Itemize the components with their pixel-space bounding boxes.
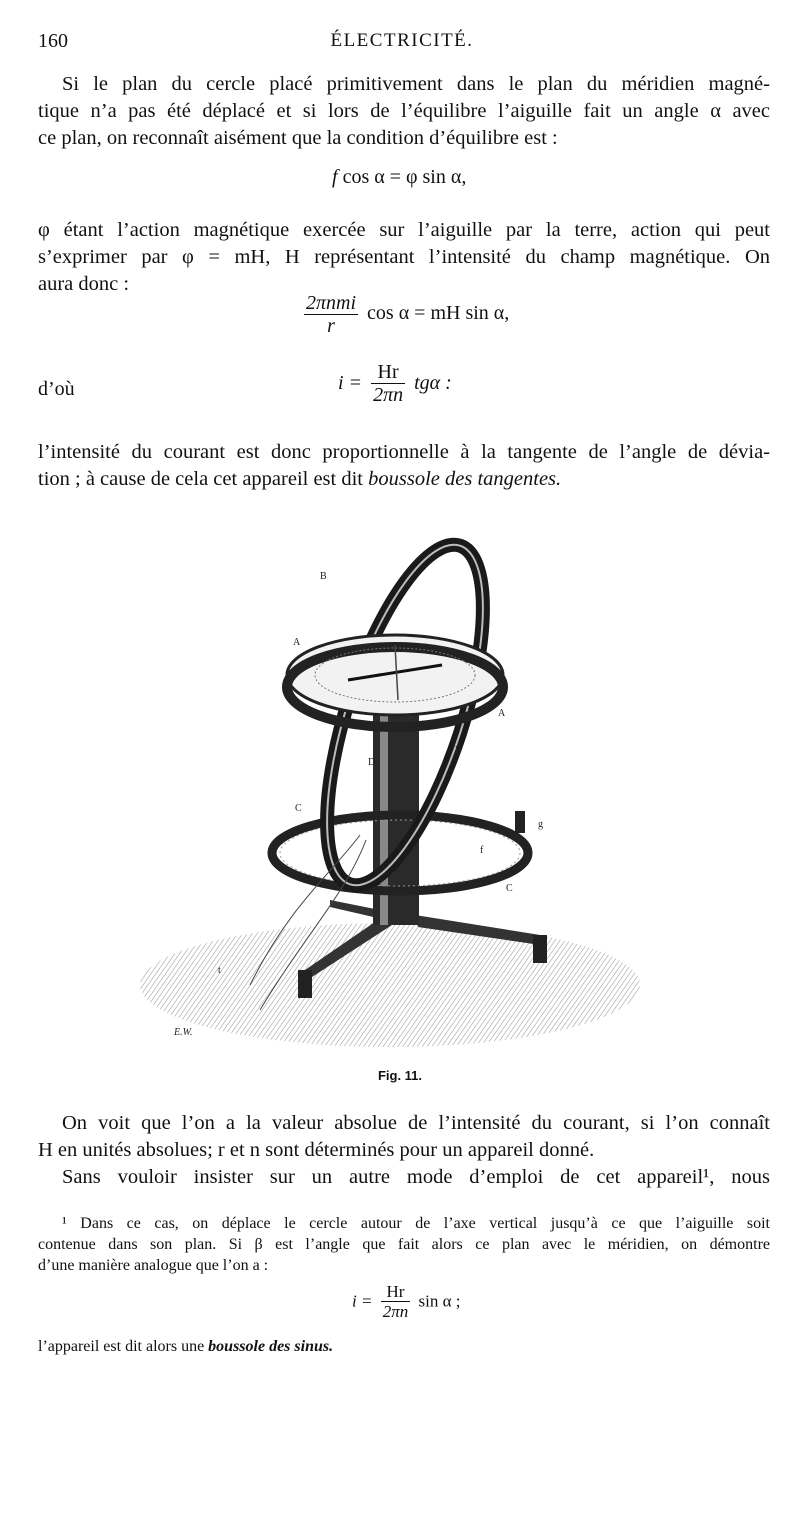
table-surface [140,923,640,1047]
equation-force [300,292,509,337]
text-line: On voit que l’on a la valeur absolue de l’intensité du courant, si l’on connaît [62,1112,770,1134]
fraction-denominator: r [327,315,335,337]
paragraph-5 [38,1164,770,1191]
footnote [38,1213,770,1276]
fraction-numerator: 2πnmi [306,292,357,314]
tangent-galvanometer-illustration [130,515,650,1050]
fraction [371,361,405,406]
equation-equilibrium [332,166,466,189]
text-line: φ étant l’action magnétique exercée sur l’aiguille par la terre, action qui peut [38,219,770,241]
eq-term: i = [338,372,363,394]
label-a-left: A [293,637,301,648]
italic-term: boussole des tangentes. [368,468,562,490]
text-line: H en unités absolues; r et n sont déterminés pour un appareil donné. [38,1139,595,1161]
text-line: aura donc : [38,273,130,295]
page-header [38,30,766,60]
leveling-foot [298,970,312,998]
fraction-denominator: 2πn [382,1302,409,1321]
page-number: 160 [38,30,68,52]
eq-prefix: d’où [38,378,75,400]
fraction [381,1282,411,1321]
label-b-right: B [455,745,462,756]
footnote-line: contenue dans son plan. Si β est l’angle que fait alors ce plan avec le méridien, on démontre [38,1236,770,1253]
eq-term: i = [352,1291,373,1311]
eq-term: f [332,166,338,188]
figure-caption: Fig. 11. [377,1068,423,1083]
label-t: t [218,965,221,976]
text-line: tique n’a pas été déplacé et si lors de l’équilibre l’aiguille fait un angle α avec [38,100,770,122]
footnote-text: l’appareil est dit alors une [38,1338,205,1355]
label-b-top: B [320,571,327,582]
paragraph-1 [38,71,770,152]
text-line: Si le plan du cercle placé primitivement dans le plan du méridien magné- [62,73,770,95]
eq-term: sin α ; [418,1291,461,1311]
footnote-line: ¹ Dans ce cas, on déplace le cercle autour de l’axe vertical jusqu’à ce que l’aiguille soit [62,1215,770,1232]
adjusting-screw-g [515,811,525,833]
footnote-equation [352,1282,460,1321]
label-a-right: A [498,708,506,719]
italic-term: boussole des sinus. [208,1338,334,1355]
running-title: ÉLECTRICITÉ. [330,30,474,51]
fraction-numerator: Hr [371,361,405,384]
paragraph-3 [38,439,770,493]
eq-term: tgα : [414,372,452,394]
text-line: s’exprimer par φ = mH, H représentant l’intensité du champ magnétique. On [38,246,770,268]
text-line: Sans vouloir insister sur un autre mode d’emploi de cet appareil¹, nous [62,1166,770,1188]
text-line: l’intensité du courant est donc proportionnelle à la tangente de l’angle de dévia- [38,441,770,463]
fraction-denominator: 2πn [373,384,404,406]
leveling-foot [533,935,547,963]
footnote-line: d’une manière analogue que l’on a : [38,1257,269,1274]
label-d: D [368,757,376,768]
label-c-left: C [295,803,302,814]
eq-term: cos α = φ sin α, [337,166,467,188]
fraction [304,292,358,337]
fraction-numerator: Hr [381,1282,411,1302]
engraver-signature: E.W. [174,1027,193,1038]
paragraph-2 [38,217,770,298]
label-c-right: C [506,883,513,894]
text-line: ce plan, on reconnaît aisément que la condition d’équilibre est : [38,127,558,149]
label-g: g [538,819,543,830]
footnote-conclusion [38,1336,770,1357]
paragraph-4 [38,1110,770,1164]
text-line: tion ; à cause de cela cet appareil est dit [38,468,363,490]
eq-term: cos α = mH sin α, [367,302,510,325]
label-f: f [480,845,484,856]
